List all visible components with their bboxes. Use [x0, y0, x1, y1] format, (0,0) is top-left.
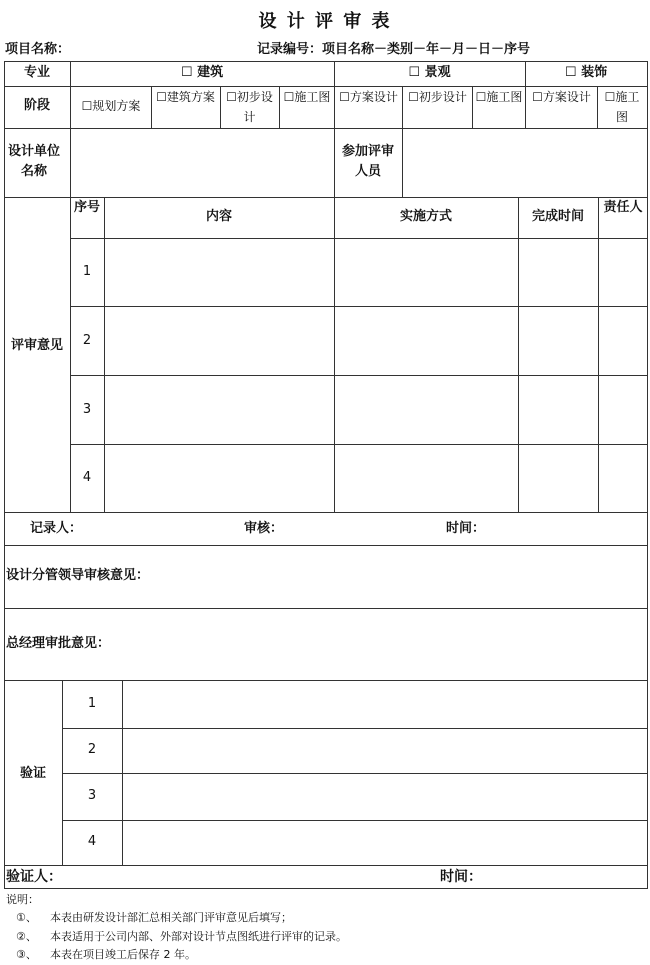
review-opinion-label: 评审意见 [10, 338, 63, 353]
review-row-number: 1 [82, 264, 92, 279]
column-header-responsible: 责任人 [603, 200, 643, 215]
design-unit-input[interactable] [71, 129, 333, 196]
grid-line [4, 680, 648, 681]
grid-line [4, 545, 648, 546]
column-header-no: 序号 [73, 200, 100, 215]
verify-label: 验证 [19, 766, 46, 781]
stage-option[interactable]: ☐施工图 [283, 90, 331, 104]
grid-line [518, 197, 519, 512]
review-row-number: 4 [82, 470, 92, 485]
verify-row-number: 1 [87, 696, 97, 711]
verify-row-number: 4 [87, 834, 97, 849]
review-row-number: 2 [82, 333, 92, 348]
reviewers-label: 参加评审人员 [342, 144, 395, 179]
grid-line [70, 444, 648, 445]
grid-line [597, 86, 598, 128]
time-label: 时间： [446, 521, 486, 536]
audit-label: 审核： [244, 521, 284, 536]
gm-opinion-label: 总经理审批意见： [6, 636, 111, 651]
note-text: 本表由研发设计部汇总相关部门评审意见后填写； [50, 911, 292, 924]
stage-option[interactable]: ☐规划方案 [81, 99, 141, 113]
grid-line [122, 680, 123, 865]
specialty-landscape-checkbox[interactable]: ☐ 景观 [408, 65, 451, 80]
leader-opinion-label: 设计分管领导审核意见： [6, 568, 150, 583]
grid-line [472, 86, 473, 128]
grid-line [334, 86, 335, 128]
column-header-completion-time: 完成时间 [531, 209, 584, 224]
grid-line [598, 197, 599, 512]
grid-line [279, 86, 280, 128]
recorder-label: 记录人： [30, 521, 83, 536]
reviewers-input[interactable] [403, 129, 646, 196]
stage-option[interactable]: ☐初步设计 [408, 90, 467, 104]
grid-line [4, 865, 648, 866]
specialty-label: 专业 [23, 65, 50, 80]
grid-line [70, 238, 648, 239]
review-row-number: 3 [82, 402, 92, 417]
verify-row-number: 2 [87, 742, 97, 757]
grid-line [70, 375, 648, 376]
project-name-label: 项目名称： [5, 42, 71, 57]
grid-line [525, 86, 526, 128]
grid-line [104, 197, 105, 512]
grid-line [4, 608, 648, 609]
page-title: 设 计 评 审 表 [258, 11, 392, 32]
grid-line [334, 197, 335, 512]
verify-row-number: 3 [87, 788, 97, 803]
note-text: 本表在项目竣工后保存 2 年。 [50, 948, 196, 961]
column-header-method: 实施方式 [399, 209, 452, 224]
grid-line [62, 728, 648, 729]
grid-line [4, 512, 648, 513]
stage-option[interactable]: ☐施工图 [475, 90, 523, 104]
verify-time-label: 时间： [440, 869, 482, 885]
note-number: ③、 [16, 948, 37, 961]
stage-option[interactable]: ☐方案设计 [532, 90, 591, 104]
grid-line [4, 888, 648, 889]
column-header-content: 内容 [205, 209, 232, 224]
grid-line [4, 61, 648, 62]
note-text: 本表适用于公司内部、外部对设计节点图纸进行评审的记录。 [50, 930, 347, 943]
grid-line [70, 306, 648, 307]
grid-line [402, 86, 403, 128]
grid-line [647, 61, 648, 889]
notes-title: 说明： [6, 893, 39, 906]
grid-line [62, 820, 648, 821]
design-unit-label: 设计单位名称 [7, 144, 60, 179]
stage-option[interactable]: ☐建筑方案 [156, 90, 215, 104]
stage-label: 阶段 [23, 98, 50, 113]
verifier-label: 验证人： [6, 869, 62, 885]
specialty-architecture-checkbox[interactable]: ☐ 建筑 [180, 65, 224, 80]
grid-line [334, 128, 335, 197]
stage-option[interactable]: ☐方案设计 [339, 90, 398, 104]
note-number: ②、 [16, 930, 37, 943]
grid-line [62, 773, 648, 774]
note-number: ①、 [16, 911, 37, 924]
specialty-decoration-checkbox[interactable]: ☐ 装饰 [564, 65, 608, 80]
stage-option[interactable]: ☐施工图 [604, 90, 640, 124]
stage-option[interactable]: ☐初步设计 [226, 90, 273, 124]
grid-line [70, 197, 71, 512]
record-number: 记录编号：项目名称－类别－年－月－日－序号 [257, 42, 531, 57]
grid-line [70, 86, 71, 128]
